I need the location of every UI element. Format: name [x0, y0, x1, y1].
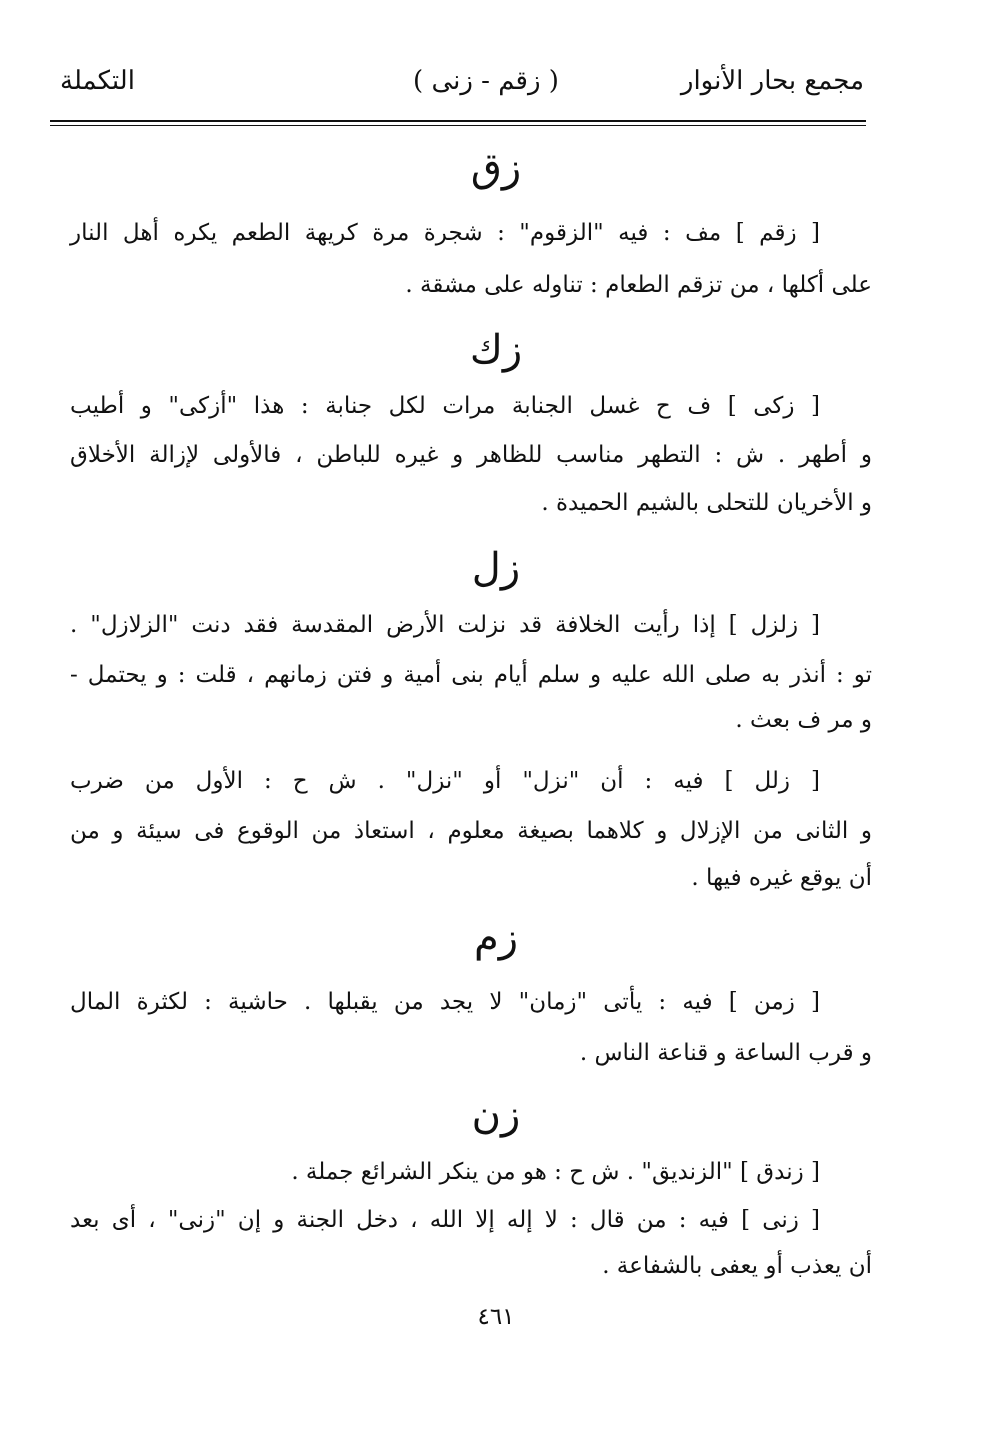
- text-line: و أطهر . ش : التطهر مناسب للظاهر و غيره للباطن ، فالأولى لإزالة الأخلاق: [70, 442, 872, 468]
- running-header-book-title: مجمع بحار الأنوار: [680, 66, 864, 96]
- text-line: و الثانى من الإزلال و كلاهما بصيغة معلوم ، استعاذ من الوقوع فى سيئة و من: [70, 818, 872, 844]
- text-line: [ زكى ] ف ح غسل الجنابة مرات لكل جنابة : هذا "أزكى" و أطيب: [70, 393, 820, 419]
- text-line: [ زقم ] مف : فيه "الزقوم" : شجرة مرة كريهة الطعم يكره أهل النار: [70, 220, 820, 246]
- section-heading: زل: [471, 545, 521, 591]
- text-line: أن يوقع غيره فيها .: [691, 865, 872, 891]
- text-line: على أكلها ، من تزقم الطعام : تناوله على مشقة .: [405, 272, 872, 298]
- text-line: و مر ف بعث .: [735, 707, 872, 733]
- text-line: تو : أنذر به صلى الله عليه و سلم أيام بنى أمية و فتن زمانهم ، قلت : و يحتمل -: [70, 662, 872, 688]
- section-heading: زق: [470, 145, 522, 191]
- section-heading: زم: [473, 915, 519, 961]
- running-header-entry-range: ( زقم - زنى ): [413, 66, 559, 96]
- page-number: ٤٦١: [477, 1304, 515, 1330]
- section-heading: زن: [471, 1092, 521, 1138]
- text-line: أن يعذب أو يعفى بالشفاعة .: [602, 1253, 872, 1279]
- text-line: و الأخريان للتحلى بالشيم الحميدة .: [541, 490, 872, 516]
- text-line: [ زلزل ] إذا رأيت الخلافة قد نزلت الأرض المقدسة فقد دنت "الزلازل" .: [70, 612, 820, 638]
- running-header-section: التكملة: [60, 66, 135, 96]
- text-line: [ زلل ] فيه : أن "نزل" أو "نزل" . ش ح : الأول من ضرب: [70, 768, 820, 794]
- text-line: و قرب الساعة و قناعة الناس .: [579, 1040, 872, 1066]
- text-line: [ زنى ] فيه : من قال : لا إله إلا الله ، دخل الجنة و إن "زنى" ، أى بعد: [70, 1207, 820, 1233]
- header-rule-thin: [50, 125, 866, 126]
- header-rule-thick: [50, 120, 866, 122]
- text-line: [ زندق ] "الزنديق" . ش ح : هو من ينكر الشرائع جملة .: [291, 1159, 820, 1185]
- section-heading: زك: [469, 327, 523, 373]
- text-line: [ زمن ] فيه : يأتى "زمان" لا يجد من يقبلها . حاشية : لكثرة المال: [70, 989, 820, 1015]
